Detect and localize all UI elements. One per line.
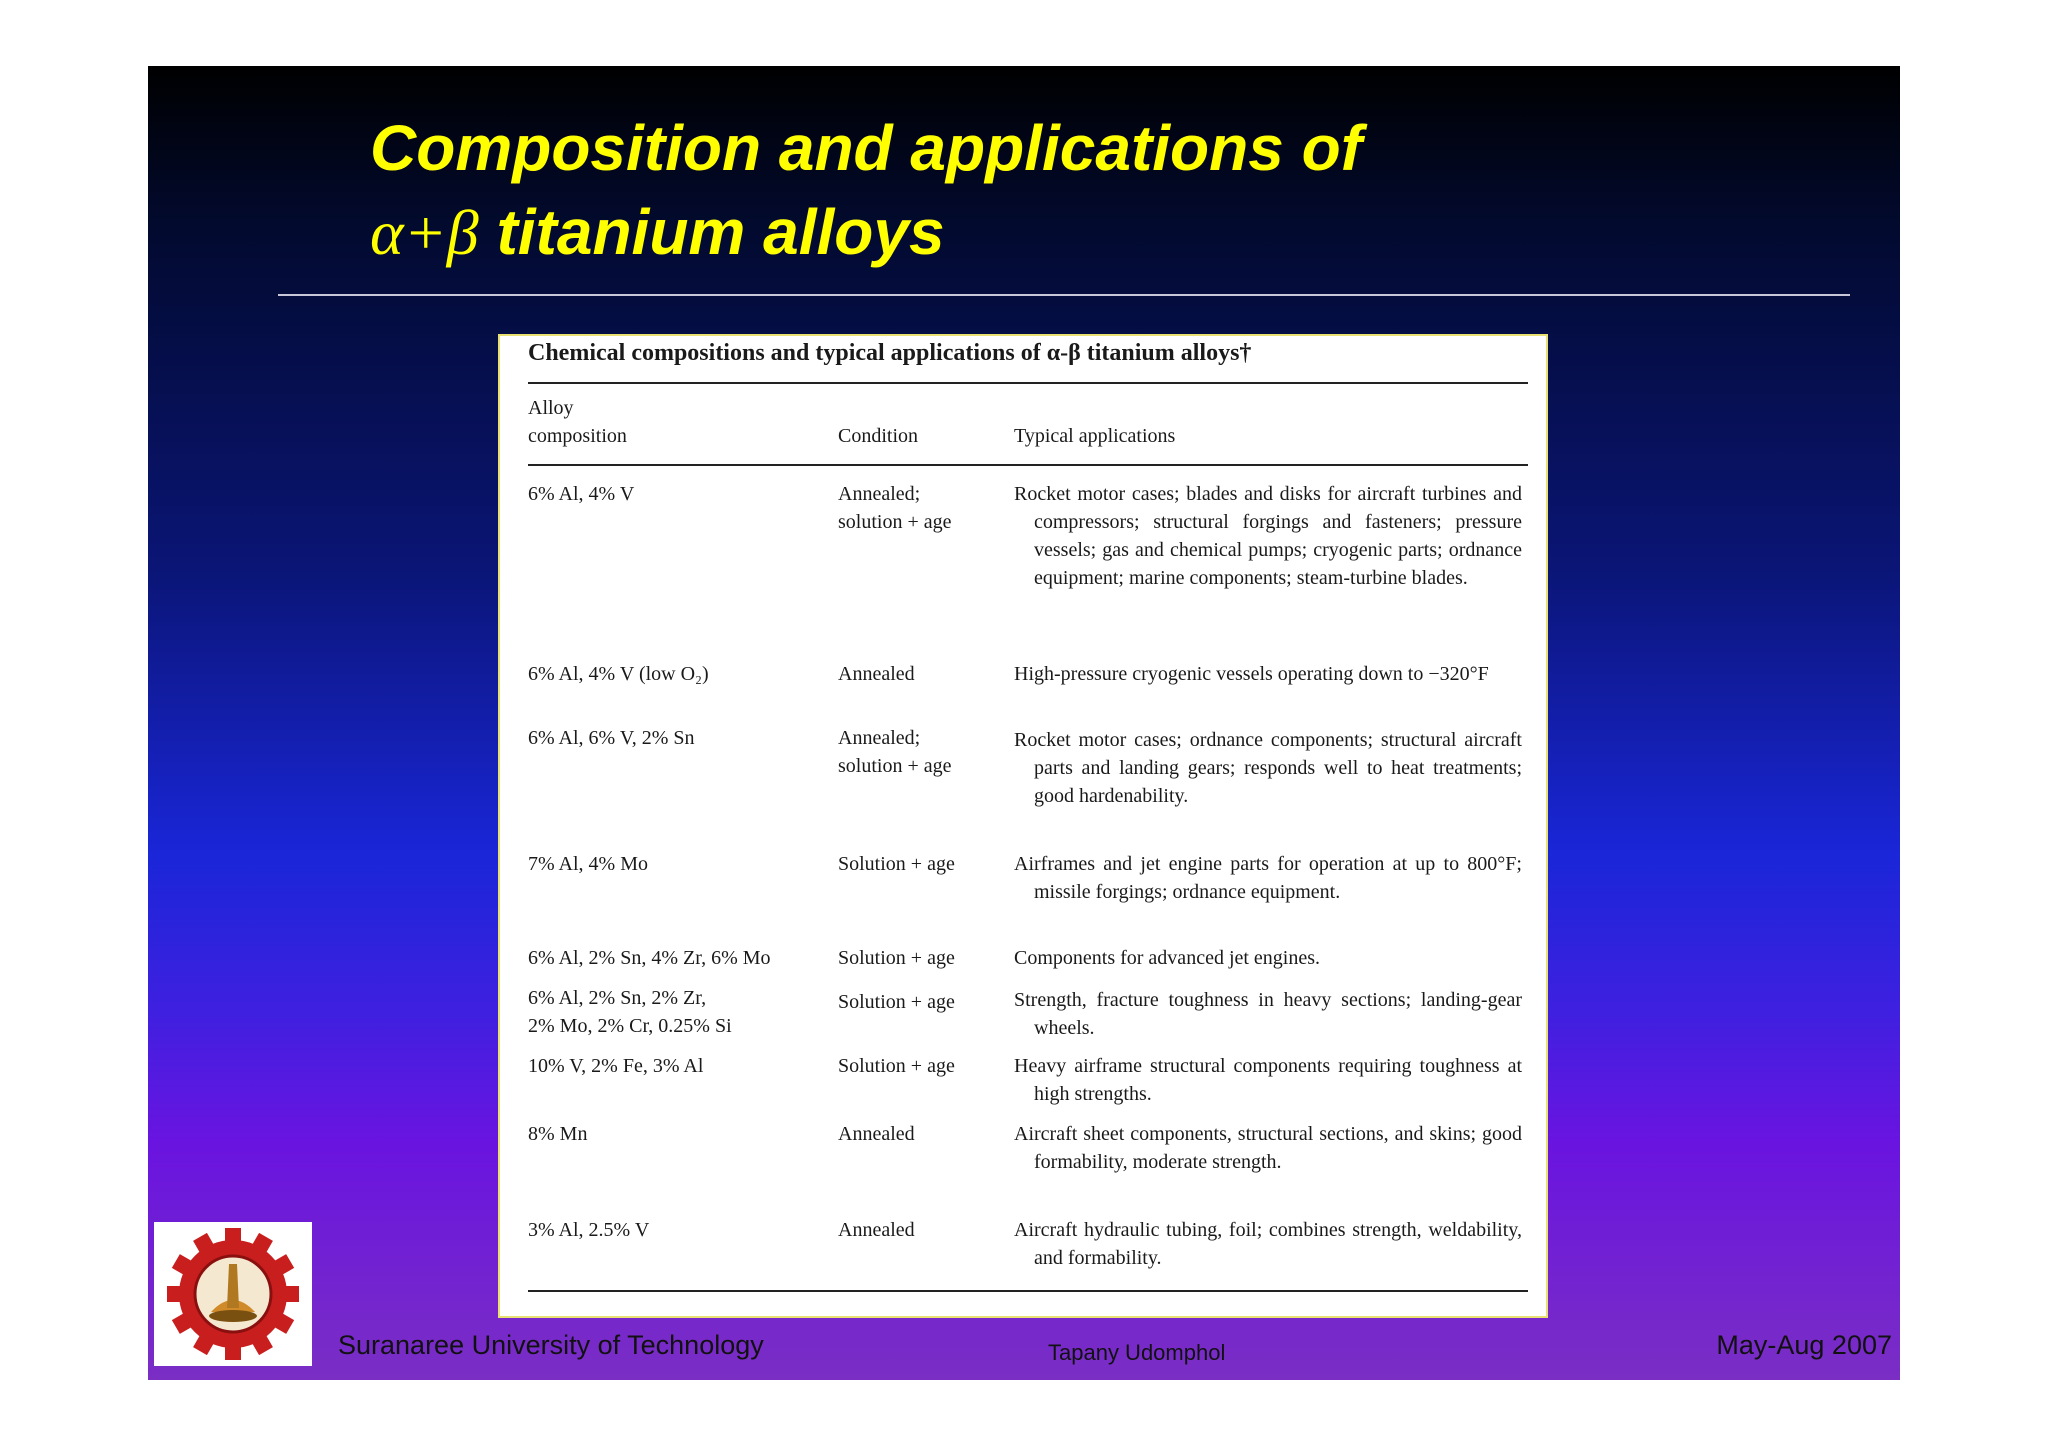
table-row-8-applications: Aircraft sheet components, structural sections, and skins; good formability, moderate strength. bbox=[1014, 1123, 1522, 1173]
table-bottom-rule bbox=[528, 1290, 1528, 1292]
slide bbox=[148, 66, 1900, 1380]
slide-title bbox=[370, 106, 1770, 275]
table-row-7-alloy: 10% V, 2% Fe, 3% Al bbox=[528, 1055, 704, 1077]
table-row-3-condition: Annealed; solution + age bbox=[838, 727, 952, 777]
header-typical-applications: Typical applications bbox=[1014, 425, 1176, 447]
header-alloy-line2: composition bbox=[528, 425, 627, 447]
footer-author: Tapany Udomphol bbox=[1048, 1340, 1226, 1365]
table-header-rule bbox=[528, 464, 1528, 466]
table-top-rule bbox=[528, 382, 1528, 384]
table-row-5-applications: Components for advanced jet engines. bbox=[1014, 947, 1321, 969]
university-logo-icon bbox=[154, 1222, 312, 1366]
footer-date: May-Aug 2007 bbox=[1716, 1330, 1892, 1360]
footer-institution: Suranaree University of Technology bbox=[338, 1330, 764, 1360]
table-row-7-applications: Heavy airframe structural components requiring toughness at high strengths. bbox=[1014, 1055, 1522, 1105]
table-row-1-condition: Annealed; solution + age bbox=[838, 483, 952, 533]
table-row-6-condition: Solution + age bbox=[838, 991, 955, 1013]
table-row-1-applications: Rocket motor cases; blades and disks for aircraft turbines and compressors; structural forgings and fasteners; pressure vessels; gas and chemical pumps; cryogenic parts; ordnance equipment; marine components; steam-turbine blades. bbox=[1014, 483, 1522, 589]
table-caption: Chemical compositions and typical applications of α-β titanium alloys† bbox=[528, 340, 1252, 366]
table-row-4-applications: Airframes and jet engine parts for operation at up to 800°F; missile forgings; ordnance equipment. bbox=[1014, 853, 1522, 903]
table-row-9-applications: Aircraft hydraulic tubing, foil; combines strength, weldability, and formability. bbox=[1014, 1219, 1522, 1269]
table-row-3-alloy: 6% Al, 6% V, 2% Sn bbox=[528, 727, 695, 749]
table-row-3-applications: Rocket motor cases; ordnance components; structural aircraft parts and landing gears; responds well to heat treatments; good hardenability. bbox=[1014, 729, 1522, 807]
table-row-5-condition: Solution + age bbox=[838, 947, 955, 969]
table-row-4-condition: Solution + age bbox=[838, 853, 955, 875]
table-row-7-condition: Solution + age bbox=[838, 1055, 955, 1077]
table-row-8-alloy: 8% Mn bbox=[528, 1123, 588, 1145]
table-row-8-condition: Annealed bbox=[838, 1123, 915, 1145]
header-condition: Condition bbox=[838, 425, 919, 447]
table-row-2-applications: High-pressure cryogenic vessels operating down to −320°F bbox=[1014, 663, 1489, 685]
title-divider bbox=[278, 294, 1850, 296]
header-alloy-composition bbox=[528, 394, 838, 450]
table-row-9-condition: Annealed bbox=[838, 1219, 915, 1241]
header-alloy-line1: Alloy bbox=[528, 397, 574, 419]
table-row-1-alloy: 6% Al, 4% V bbox=[528, 483, 635, 505]
table-row-2-condition: Annealed bbox=[838, 663, 915, 685]
table-row-4-alloy: 7% Al, 4% Mo bbox=[528, 853, 648, 875]
table-row-9-alloy: 3% Al, 2.5% V bbox=[528, 1219, 650, 1241]
title-line-1: Composition and applications of bbox=[370, 112, 1362, 184]
gear-emblem-icon bbox=[154, 1222, 312, 1366]
title-greek-symbols: α+β bbox=[370, 197, 479, 268]
table-row-6-alloy: 6% Al, 2% Sn, 2% Zr, 2% Mo, 2% Cr, 0.25% Si bbox=[528, 987, 732, 1037]
table-row-6-applications: Strength, fracture toughness in heavy sections; landing-gear wheels. bbox=[1014, 989, 1522, 1039]
table-row-2-alloy: 6% Al, 4% V (low O₂) bbox=[528, 663, 709, 685]
title-line-2: titanium alloys bbox=[478, 196, 945, 268]
alloy-table bbox=[498, 334, 1548, 1318]
table-row-5-alloy: 6% Al, 2% Sn, 4% Zr, 6% Mo bbox=[528, 947, 771, 969]
